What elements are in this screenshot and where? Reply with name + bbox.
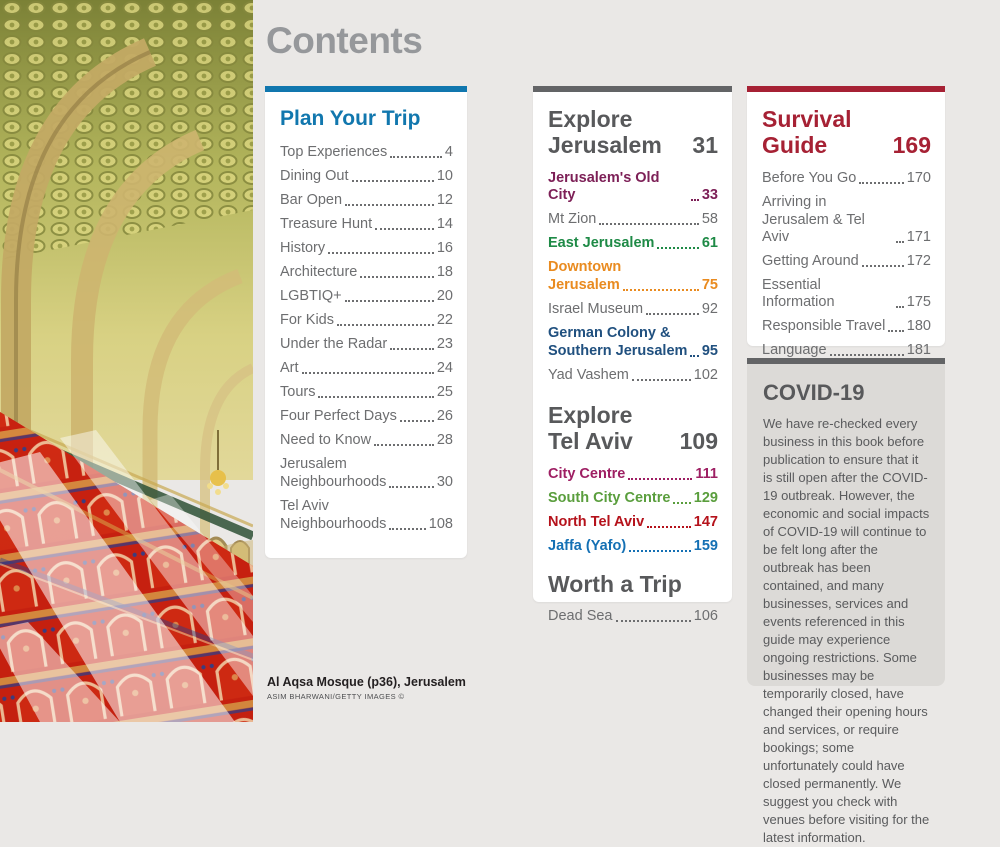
worth-a-trip-entries	[548, 608, 718, 625]
survival-guide-heading-line2: Guide	[762, 132, 828, 158]
toc-entry-label: Getting Around	[762, 253, 859, 269]
toc-entry-label-line1: Tel Aviv	[280, 498, 329, 514]
toc-entry-page-number: 20	[436, 288, 453, 304]
toc-entry-page-number: 33	[701, 187, 718, 203]
toc-entry	[548, 490, 718, 507]
toc-entry-label: Southern Jerusalem	[548, 343, 688, 359]
toc-entry-label: Israel Museum	[548, 301, 644, 317]
toc-entry	[548, 466, 718, 483]
toc-entry	[280, 408, 453, 425]
toc-entry	[548, 301, 718, 318]
toc-entry	[280, 456, 453, 491]
toc-entry-label: Jerusalem	[548, 277, 620, 293]
toc-entry-label: Need to Know	[280, 432, 372, 448]
dot-leader	[632, 379, 691, 381]
toc-entry-page-number: 175	[906, 294, 931, 310]
explore-jerusalem-heading-line2: Jerusalem	[548, 132, 662, 158]
toc-entry-label: Treasure Hunt	[280, 216, 373, 232]
explore-jerusalem-heading-line1: Explore	[548, 106, 633, 132]
photo-caption-title: Al Aqsa Mosque (p36), Jerusalem	[267, 675, 466, 689]
explore-jerusalem-page-number: 31	[692, 132, 718, 158]
dot-leader	[599, 223, 699, 225]
dot-leader	[389, 528, 425, 530]
dot-leader	[345, 300, 434, 302]
dot-leader	[657, 247, 698, 249]
dot-leader	[673, 502, 690, 504]
photo-caption	[267, 675, 466, 701]
toc-entry-page-number: 24	[436, 360, 453, 376]
toc-entry-label-line1: Arriving in	[762, 194, 827, 210]
toc-entry-label: For Kids	[280, 312, 334, 328]
toc-entry-label: East Jerusalem	[548, 235, 655, 251]
plan-your-trip-card	[265, 92, 467, 558]
toc-entry-label: Before You Go	[762, 170, 857, 186]
toc-entry	[548, 235, 718, 252]
mosque-photo-illustration	[0, 0, 253, 722]
dot-leader	[830, 354, 904, 356]
toc-entry	[280, 288, 453, 305]
explore-tel-aviv-heading-line1: Explore	[548, 402, 633, 428]
toc-entry-page-number: 18	[436, 264, 453, 280]
survival-guide-card	[747, 92, 945, 358]
dot-leader	[318, 396, 433, 398]
page-title: Contents	[266, 20, 423, 61]
toc-entry	[280, 192, 453, 209]
dot-leader	[374, 444, 434, 446]
toc-entry-label: Essential Information	[762, 277, 835, 310]
toc-entry-label: Neighbourhoods	[280, 516, 387, 532]
toc-entry	[548, 367, 718, 384]
toc-entry	[762, 342, 931, 359]
toc-entry-page-number: 108	[428, 516, 453, 532]
dot-leader	[623, 289, 699, 291]
photo-credit: ASIM BHARWANI/GETTY IMAGES ©	[267, 692, 405, 701]
toc-entry	[548, 170, 718, 204]
toc-entry-page-number: 23	[436, 336, 453, 352]
covid-heading: COVID-19	[763, 380, 865, 405]
dot-leader	[345, 204, 434, 206]
toc-entry-page-number: 4	[444, 144, 453, 160]
toc-entry	[548, 259, 718, 294]
toc-entry-page-number: 180	[906, 318, 931, 334]
toc-entry	[280, 432, 453, 449]
explore-jerusalem-entries	[548, 170, 718, 384]
toc-entry-label: City Centre	[548, 466, 626, 482]
explore-tel-aviv-page-number: 109	[679, 428, 718, 454]
toc-entry	[548, 538, 718, 555]
toc-entry-label: Four Perfect Days	[280, 408, 397, 424]
toc-entry-label-line1: Downtown	[548, 259, 622, 275]
explore-tel-aviv-entries	[548, 466, 718, 555]
toc-entry	[280, 168, 453, 185]
dot-leader	[328, 252, 434, 254]
toc-entry-page-number: 129	[693, 490, 718, 506]
toc-entry-page-number: 58	[701, 211, 718, 227]
toc-entry-page-number: 22	[436, 312, 453, 328]
dot-leader	[375, 228, 434, 230]
toc-entry-label: Architecture	[280, 264, 358, 280]
toc-entry-label: Jerusalem's Old City	[548, 170, 660, 203]
dot-leader	[896, 306, 904, 308]
toc-entry-label: Top Experiences	[280, 144, 388, 160]
toc-entry-page-number: 28	[436, 432, 453, 448]
toc-entry	[548, 608, 718, 625]
toc-entry	[762, 253, 931, 270]
dot-leader	[400, 420, 434, 422]
dot-leader	[896, 241, 904, 243]
explore-jerusalem-heading	[548, 106, 718, 158]
toc-entry-page-number: 111	[695, 466, 718, 482]
toc-entry-page-number: 16	[436, 240, 453, 256]
dot-leader	[302, 372, 434, 374]
toc-entry	[280, 360, 453, 377]
toc-entry	[280, 144, 453, 161]
toc-entry-label: History	[280, 240, 326, 256]
toc-entry	[762, 170, 931, 187]
explore-section	[533, 86, 732, 624]
toc-entry-label: Mt Zion	[548, 211, 597, 227]
dot-leader	[859, 182, 903, 184]
survival-guide-page-number: 169	[892, 132, 931, 158]
dot-leader	[690, 355, 698, 357]
toc-entry-label: Language	[762, 342, 827, 358]
toc-entry	[280, 312, 453, 329]
toc-entry-label: Dining Out	[280, 168, 349, 184]
survival-guide-entries	[762, 170, 931, 383]
toc-entry-page-number: 147	[693, 514, 718, 530]
toc-entry-label: Dead Sea	[548, 608, 613, 624]
toc-entry-label: Jaffa (Yafo)	[548, 538, 627, 554]
toc-entry-page-number: 92	[701, 301, 718, 317]
toc-entry-label: Bar Open	[280, 192, 343, 208]
dot-leader	[646, 313, 699, 315]
toc-entry-label-line1: German Colony &	[548, 325, 671, 341]
toc-entry-label: Neighbourhoods	[280, 474, 387, 490]
toc-entry	[280, 264, 453, 281]
toc-entry-page-number: 25	[436, 384, 453, 400]
covid-notice	[747, 358, 945, 845]
toc-entry-page-number: 171	[906, 229, 931, 245]
toc-entry	[280, 498, 453, 533]
toc-entry-page-number: 26	[436, 408, 453, 424]
toc-entry-page-number: 102	[693, 367, 718, 383]
dot-leader	[337, 324, 434, 326]
dot-leader	[389, 486, 433, 488]
toc-entry-page-number: 170	[906, 170, 931, 186]
dot-leader	[629, 550, 691, 552]
plan-your-trip-section	[265, 86, 467, 558]
mosque-photo	[0, 0, 253, 722]
toc-entry-page-number: 12	[436, 192, 453, 208]
survival-guide-section	[747, 86, 945, 358]
toc-entry-page-number: 172	[906, 253, 931, 269]
dot-leader	[616, 620, 691, 622]
covid-box	[747, 364, 945, 845]
toc-entry-label: Jerusalem & Tel Aviv	[762, 212, 865, 245]
toc-entry-page-number: 75	[701, 277, 718, 293]
toc-entry-page-number: 159	[693, 538, 718, 554]
dot-leader	[862, 265, 904, 267]
explore-tel-aviv-heading-line2: Tel Aviv	[548, 428, 633, 454]
toc-entry	[280, 384, 453, 401]
dot-leader	[390, 156, 442, 158]
dot-leader	[647, 526, 691, 528]
toc-entry-label: Under the Radar	[280, 336, 388, 352]
toc-entry-page-number: 95	[701, 343, 718, 359]
toc-entry-page-number: 10	[436, 168, 453, 184]
dot-leader	[691, 199, 699, 201]
plan-your-trip-entries	[280, 144, 453, 533]
toc-entry-label: LGBTIQ+	[280, 288, 342, 304]
toc-entry-label: South City Centre	[548, 490, 671, 506]
plan-your-trip-heading: Plan Your Trip	[280, 107, 421, 130]
toc-entry-label: Yad Vashem	[548, 367, 629, 383]
toc-entry-page-number: 61	[701, 235, 718, 251]
toc-entry-page-number: 30	[436, 474, 453, 490]
toc-entry-label: Responsible Travel	[762, 318, 886, 334]
toc-entry-label: Art	[280, 360, 299, 376]
survival-guide-heading-line1: Survival	[762, 106, 852, 132]
covid-body-text: We have re-checked every business in this book before publication to ensure that it is still open after the COVID-19 outbreak. However, the economic and social impacts of COVID-19 will continue to be felt long after the outbreak has been contained, and many businesses, services and events referenced in this guide may experience ongoing restrictions. Some businesses may be temporarily closed, have changed their opening hours and services, or require bookings; some unfortunately could have closed permanently. We suggest you check with venues before visiting for the latest information.	[763, 416, 930, 845]
toc-entry	[548, 514, 718, 531]
toc-entry	[762, 277, 931, 311]
toc-entry	[548, 325, 718, 360]
toc-entry-page-number: 106	[693, 608, 718, 624]
dot-leader	[888, 330, 903, 332]
toc-entry	[280, 216, 453, 233]
explore-card	[533, 92, 732, 624]
toc-entry-page-number: 14	[436, 216, 453, 232]
toc-entry-page-number: 181	[906, 342, 931, 358]
toc-entry	[762, 318, 931, 335]
toc-entry-label: North Tel Aviv	[548, 514, 645, 530]
toc-entry-label: Tours	[280, 384, 316, 400]
toc-entry-label-line1: Jerusalem	[280, 456, 347, 472]
dot-leader	[352, 180, 434, 182]
dot-leader	[628, 478, 692, 480]
explore-tel-aviv-heading	[548, 402, 718, 454]
dot-leader	[360, 276, 433, 278]
toc-entry	[280, 240, 453, 257]
dot-leader	[390, 348, 434, 350]
survival-guide-heading	[762, 106, 931, 158]
toc-entry	[548, 211, 718, 228]
worth-a-trip-heading: Worth a Trip	[548, 571, 682, 597]
toc-entry	[762, 194, 931, 246]
toc-entry	[280, 336, 453, 353]
